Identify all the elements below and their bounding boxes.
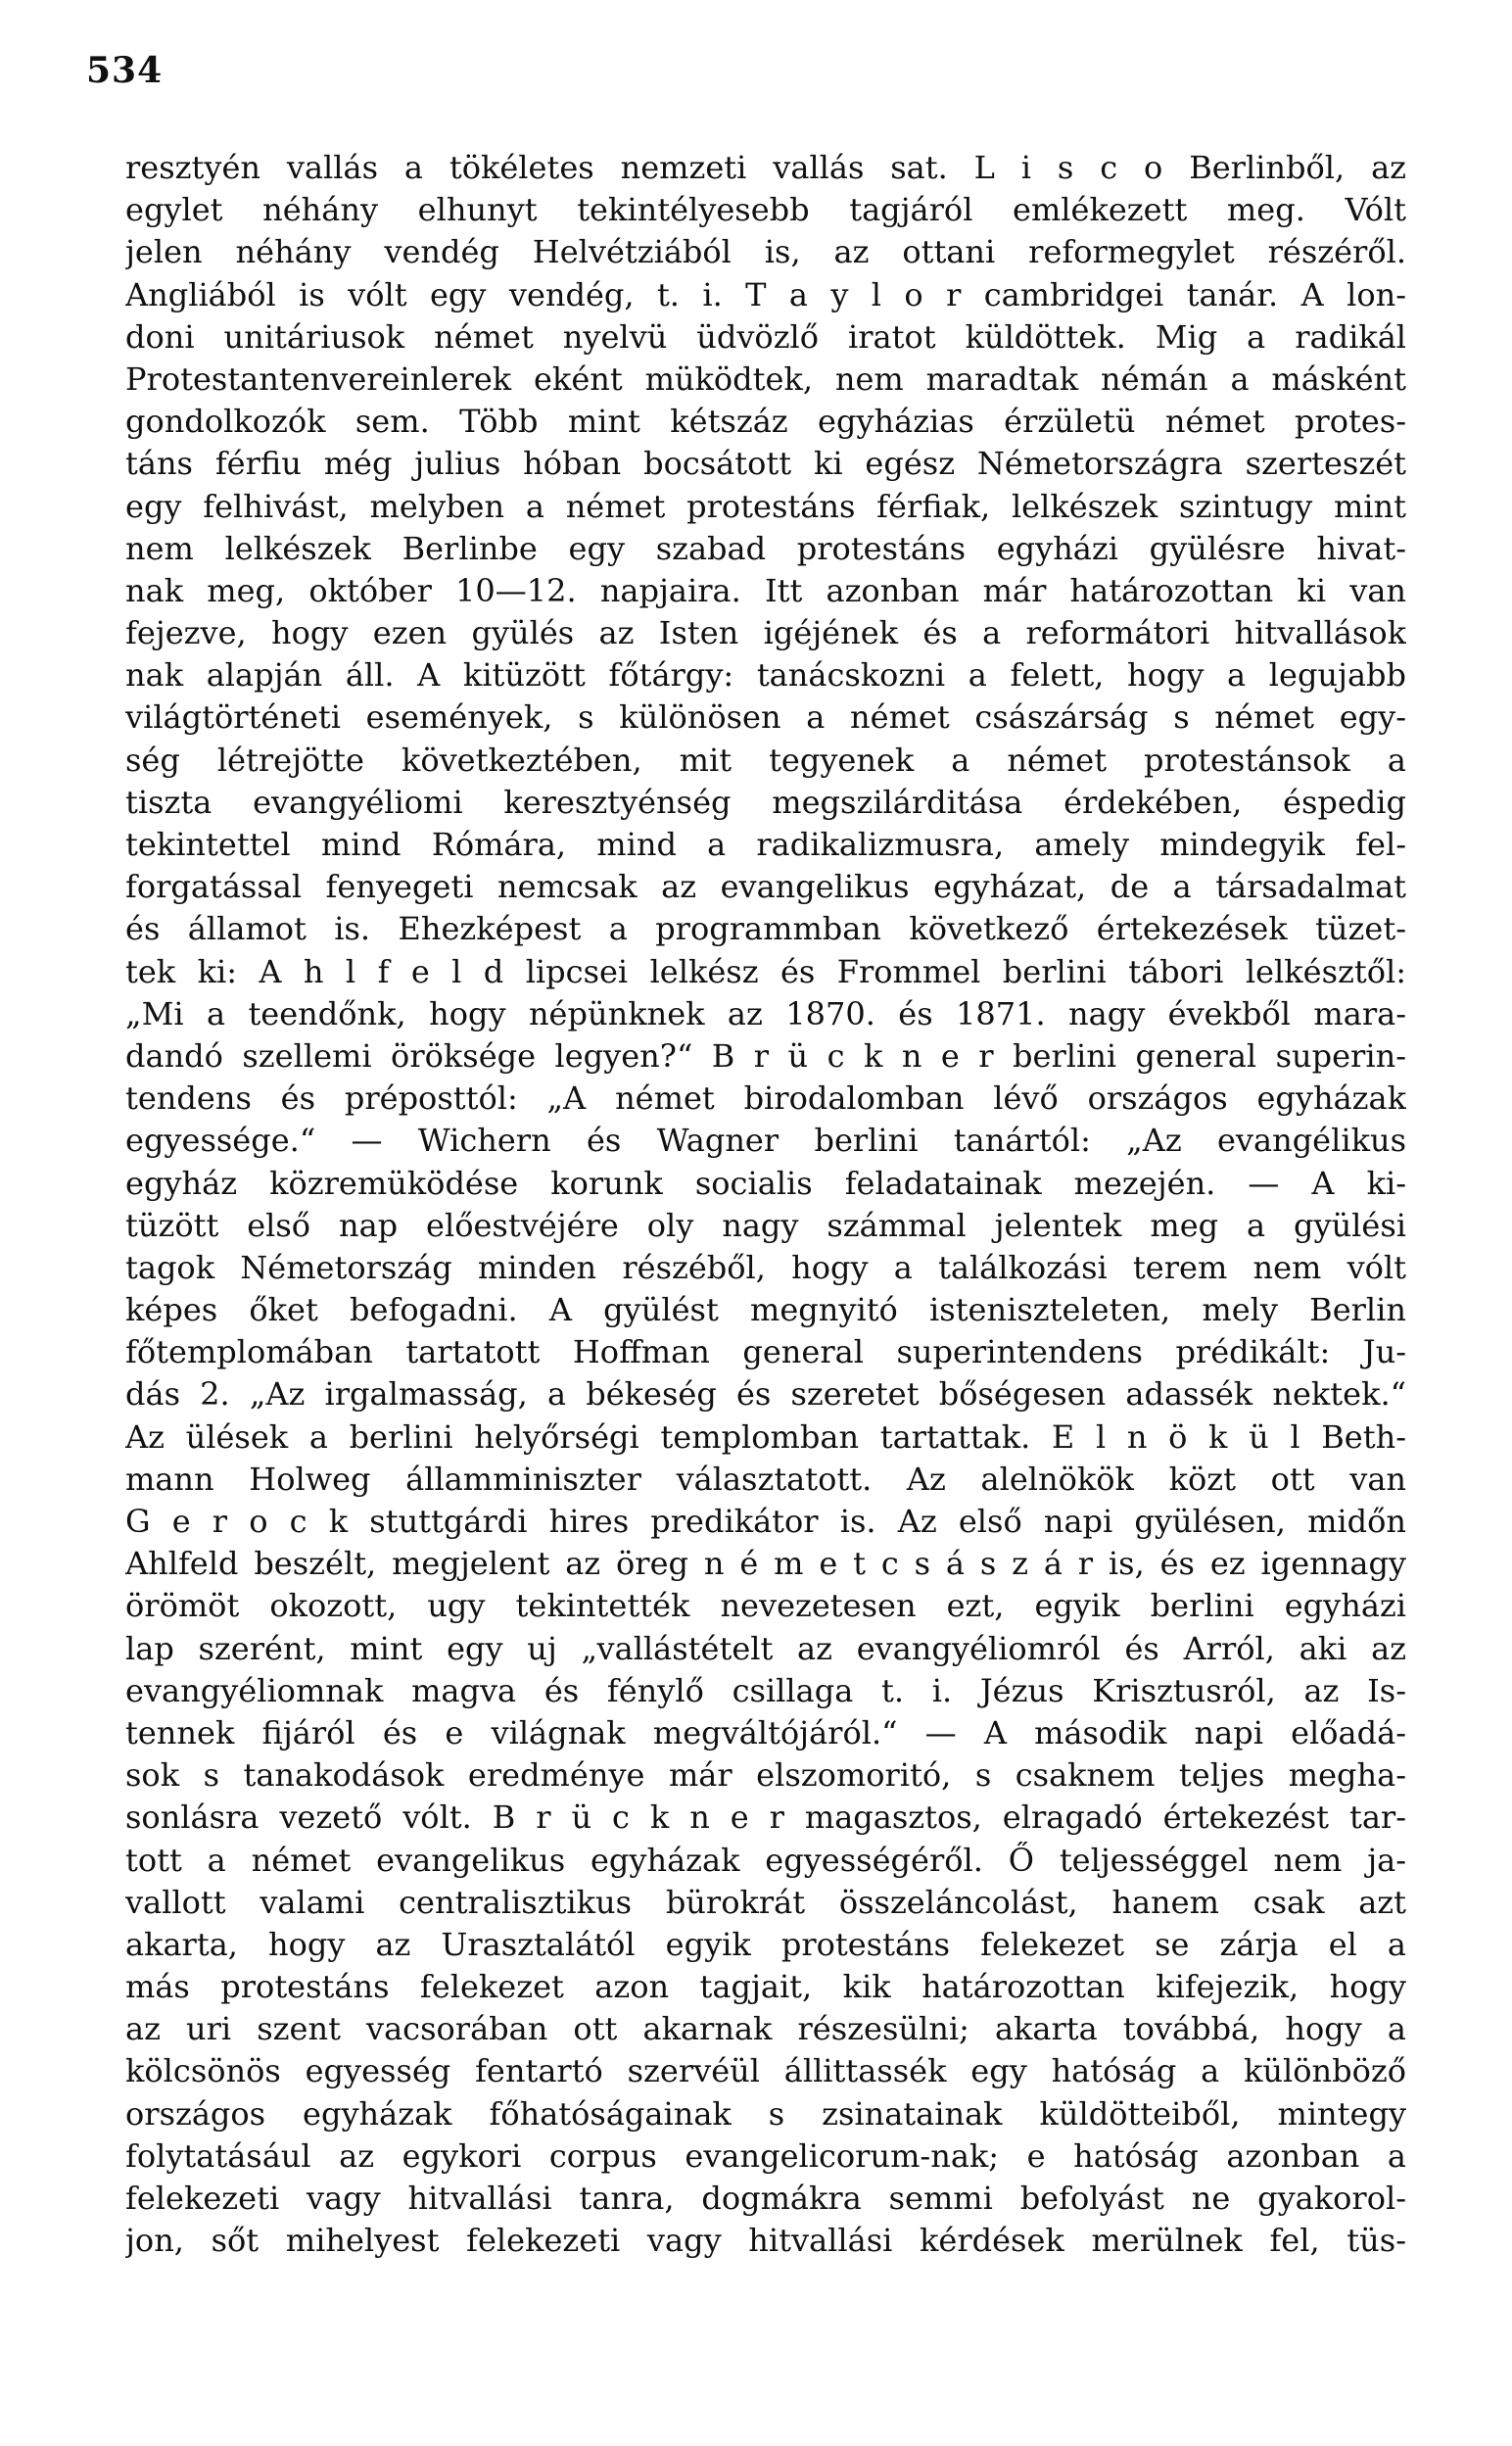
text-line: Az ülések a berlini helyőrségi templomban tartattak. E l n ö k ü l Beth-: [125, 1417, 1406, 1456]
text-line: tek ki: A h l f e l d lipcsei lelkész és Frommel berlini tábori lelkésztől:: [125, 952, 1406, 990]
text-line: nem lelkészek Berlinbe egy szabad protestáns egyházi gyülésre hivat-: [125, 529, 1406, 567]
text-line: dás 2. „Az irgalmasság, a békeség és szeretet bőségesen adassék nektek.“: [125, 1375, 1406, 1414]
text-line: felekezeti vagy hitvallási tanra, dogmákra semmi befolyást ne gyakorol-: [125, 2180, 1406, 2217]
text-line: gondolkozók sem. Több mint kétszáz egyházias érzületü német protes-: [125, 403, 1406, 441]
text-line: Protestantenvereinlerek eként müködtek, nem maradtak némán a másként: [125, 360, 1406, 398]
text-line: vallott valami centralisztikus bürokrát összeláncolást, hanem csak azt: [125, 1883, 1406, 1921]
text-line: ség létrejötte következtében, mit tegyenek a német protestánsok a: [125, 741, 1406, 779]
text-line: sonlásra vezető vólt. B r ü c k n e r magasztos, elragadó értekezést tar-: [125, 1799, 1406, 1837]
text-line: tendens és préposttól: „A német birodalomban lévő országos egyházak: [125, 1079, 1406, 1118]
text-line: nak alapján áll. A kitüzött főtárgy: tanácskozni a felett, hogy a legujabb: [125, 656, 1406, 695]
text-line: tennek fijáról és e világnak megváltójáról.“ — A második napi előadá-: [125, 1713, 1406, 1751]
text-line: és államot is. Ehezképest a programmban következő értekezések tüzet-: [125, 910, 1406, 948]
text-line: tott a német evangelikus egyházak egyességéről. Ő teljességgel nem ja-: [125, 1841, 1406, 1879]
text-line: fejezve, hogy ezen gyülés az Isten igéjének és a reformátori hitvallások: [125, 614, 1406, 652]
text-line: jelen néhány vendég Helvétziából is, az ottani reformegylet részéről.: [125, 233, 1406, 271]
text-line: mann Holweg államminiszter választatott. Az alelnökök közt ott van: [125, 1460, 1406, 1498]
text-line: jon, sőt mihelyest felekezeti vagy hitvallási kérdések merülnek fel, tüs-: [125, 2222, 1406, 2260]
text-line: lap szerént, mint egy uj „vallástételt az evangyéliomról és Arról, aki az: [125, 1629, 1406, 1667]
text-line: Angliából is vólt egy vendég, t. i. T a y l o r cambridgei tanár. A lon-: [125, 275, 1406, 313]
text-line: tekintettel mind Rómára, mind a radikalizmusra, amely mindegyik fel-: [125, 826, 1406, 863]
text-line: G e r o c k stuttgárdi hires predikátor is. Az első napi gyülésen, midőn: [125, 1503, 1406, 1540]
text-line: evangyéliomnak magva és fénylő csillaga t. i. Jézus Krisztusról, az Is-: [125, 1671, 1406, 1709]
text-line: doni unitáriusok német nyelvü üdvözlő iratot küldöttek. Mig a radikál: [125, 317, 1406, 356]
text-line: táns férfiu még julius hóban bocsátott ki egész Németországra szerteszét: [125, 445, 1406, 483]
text-line: más protestáns felekezet azon tagjait, kik határozottan kifejezik, hogy: [125, 1968, 1406, 2006]
text-line: resztyén vallás a tökéletes nemzeti vallás sat. L i s c o Berlinből, az: [125, 149, 1406, 186]
text-line: egyház közremüködése korunk socialis feladatainak mezején. — A ki-: [125, 1164, 1406, 1202]
text-line: nak meg, október 10—12. napjaira. Itt azonban már határozottan ki van: [125, 571, 1406, 609]
text-line: világtörténeti események, s különösen a német császárság s német egy-: [125, 698, 1406, 737]
text-line: forgatással fenyegeti nemcsak az evangelikus egyházat, de a társadalmat: [125, 868, 1406, 906]
text-line: egyessége.“ — Wichern és Wagner berlini tanártól: „Az evangélikus: [125, 1122, 1406, 1160]
text-line: képes őket befogadni. A gyülést megnyitó isteniszteleten, mely Berlin: [125, 1291, 1406, 1329]
text-line: „Mi a teendőnk, hogy népünknek az 1870. és 1871. nagy évekből mara-: [125, 994, 1406, 1032]
text-line: országos egyházak főhatóságainak s zsinatainak küldötteiből, mintegy: [125, 2094, 1406, 2133]
text-line: tagok Németország minden részéből, hogy a találkozási terem nem vólt: [125, 1248, 1406, 1286]
page-number: 534: [86, 50, 164, 91]
text-line: kölcsönös egyesség fentartó szervéül állittassék egy hatóság a különböző: [125, 2052, 1406, 2090]
text-line: tüzött első nap előestvéjére oly nagy számmal jelentek meg a gyülési: [125, 1206, 1406, 1244]
text-line: dandó szellemi öröksége legyen?“ B r ü c k n e r berlini general superin-: [125, 1036, 1406, 1075]
text-line: akarta, hogy az Urasztalától egyik protestáns felekezet se zárja el a: [125, 1925, 1406, 1963]
text-line: egylet néhány elhunyt tekintélyesebb tagjáról emlékezett meg. Vólt: [125, 191, 1406, 229]
body-text: [125, 147, 1406, 2262]
text-line: folytatásául az egykori corpus evangelicorum-nak; e hatóság azonban a: [125, 2136, 1406, 2175]
text-line: Ahlfeld beszélt, megjelent az öreg n é m e t c s á s z á r is, és ez igennagy: [125, 1545, 1406, 1583]
text-line: egy felhivást, melyben a német protestáns férfiak, lelkészek szintugy mint: [125, 487, 1406, 525]
text-line: örömöt okozott, ugy tekintették nevezetesen ezt, egyik berlini egyházi: [125, 1587, 1406, 1625]
text-line: az uri szent vacsorában ott akarnak részesülni; akarta továbbá, hogy a: [125, 2010, 1406, 2048]
text-line: sok s tanakodások eredménye már elszomoritó, s csaknem teljes megha-: [125, 1756, 1406, 1795]
text-line: főtemplomában tartatott Hoffman general superintendens prédikált: Ju-: [125, 1333, 1406, 1371]
text-line: tiszta evangyéliomi keresztyénség megszilárditása érdekében, éspedig: [125, 783, 1406, 821]
